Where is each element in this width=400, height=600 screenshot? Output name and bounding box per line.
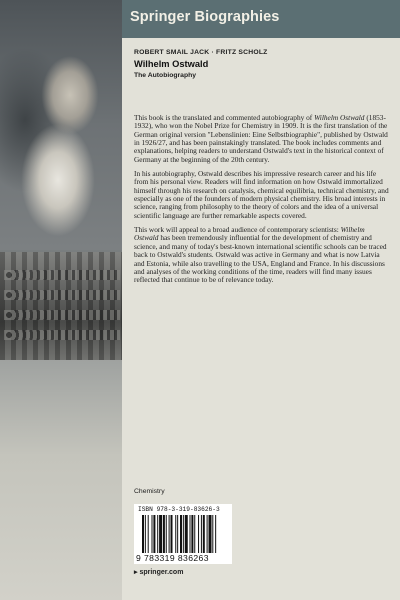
barcode-bar bbox=[169, 515, 170, 553]
barcode bbox=[134, 504, 232, 564]
barcode-bar bbox=[191, 515, 193, 553]
series-header-bar bbox=[122, 0, 400, 38]
barcode-bar bbox=[163, 515, 165, 553]
photo-fade bbox=[0, 360, 122, 600]
barcode-bar bbox=[203, 515, 205, 553]
p3-text-a: This work will appeal to a broad audience of contemporary scientists: bbox=[134, 225, 341, 235]
barcode-bar bbox=[212, 515, 213, 553]
barcode-bar bbox=[145, 515, 146, 553]
barcode-bar bbox=[215, 515, 216, 553]
barcode-bar bbox=[201, 515, 202, 553]
p3-name-italic: Wilhelm Ostwald bbox=[134, 225, 365, 243]
barcode-bar bbox=[159, 515, 162, 553]
description bbox=[134, 114, 390, 291]
barcode-bar bbox=[198, 515, 199, 553]
barcode-bar bbox=[166, 515, 167, 553]
book-authors: ROBERT SMAIL JACK · FRITZ SCHOLZ bbox=[134, 49, 268, 56]
portrait-photo bbox=[0, 0, 122, 250]
barcode-bar bbox=[153, 515, 155, 553]
barcode-bars bbox=[142, 515, 226, 553]
barcode-bar bbox=[152, 515, 153, 553]
back-footer bbox=[134, 488, 220, 576]
description-paragraph-1 bbox=[134, 114, 390, 164]
publisher-website-link[interactable]: ▸ springer.com bbox=[134, 569, 184, 576]
barcode-bar bbox=[209, 515, 212, 553]
book-title: Wilhelm Ostwald bbox=[134, 59, 209, 69]
barcode-bar bbox=[142, 515, 144, 553]
barcode-bar bbox=[148, 515, 149, 553]
group-photo bbox=[0, 252, 122, 360]
p3-text-b: has been tremendously influential for the development of chemistry and science, and many of today's best-known international scientific schools can be traced back to Ostwald's students. Ostwald was active in Germany and what is now Latvia and Estonia, while also travelling to the USA, England and France. In his discussions and analyses of the working conditions of the time, readers will find many issues reflected that continue to be of relevance today. bbox=[134, 233, 387, 285]
barcode-bar bbox=[185, 515, 188, 553]
barcode-bar bbox=[194, 515, 195, 553]
barcode-bar bbox=[183, 515, 184, 553]
p1-text-b: (1853-1932), who won the Nobel Prize for Chemistry in 1909. It is the first translation of the German original version "Lebenslinien: Eine Selbstbiographie", published by Ostwald in 1926/27, and has been painstakingly translated. The book includes comments and explanations, helping readers to understand Ostwald's text in the historical context of Germany at the beginning of the 20th century. bbox=[134, 113, 388, 164]
p1-text-a: This book is the translated and commented autobiography of bbox=[134, 113, 315, 122]
cover-photo-strip bbox=[0, 0, 122, 600]
series-title: Springer Biographies bbox=[130, 9, 280, 25]
barcode-bar bbox=[171, 515, 173, 553]
isbn-label: ISBN 978-3-319-83626-3 bbox=[138, 506, 220, 513]
book-subtitle: The Autobiography bbox=[134, 72, 197, 79]
barcode-bar bbox=[190, 515, 191, 553]
barcode-bar bbox=[177, 515, 178, 553]
barcode-bar bbox=[175, 515, 176, 553]
title-block bbox=[134, 49, 388, 79]
barcode-digits: 9 783319 836263 bbox=[136, 553, 209, 563]
description-paragraph-2: In his autobiography, Ostwald describes his impressive research career and his life from his personal view. Readers will find information on how Ostwald immortalized himself through his research on catalysis, chemical equilibria, technical chemistry, and especially as one of the founders of modern physical chemistry. His broad interests in science, ranging from philosophy to the theory of colors and the idea of a universal scientific language are further remarkable aspects covered. bbox=[134, 169, 389, 220]
barcode-bar bbox=[157, 515, 158, 553]
p1-name-italic: Wilhelm Ostwald bbox=[314, 113, 365, 122]
subject-category: Chemistry bbox=[134, 488, 165, 495]
description-paragraph-3 bbox=[134, 226, 390, 284]
barcode-bar bbox=[207, 515, 208, 553]
barcode-bar bbox=[180, 515, 182, 553]
